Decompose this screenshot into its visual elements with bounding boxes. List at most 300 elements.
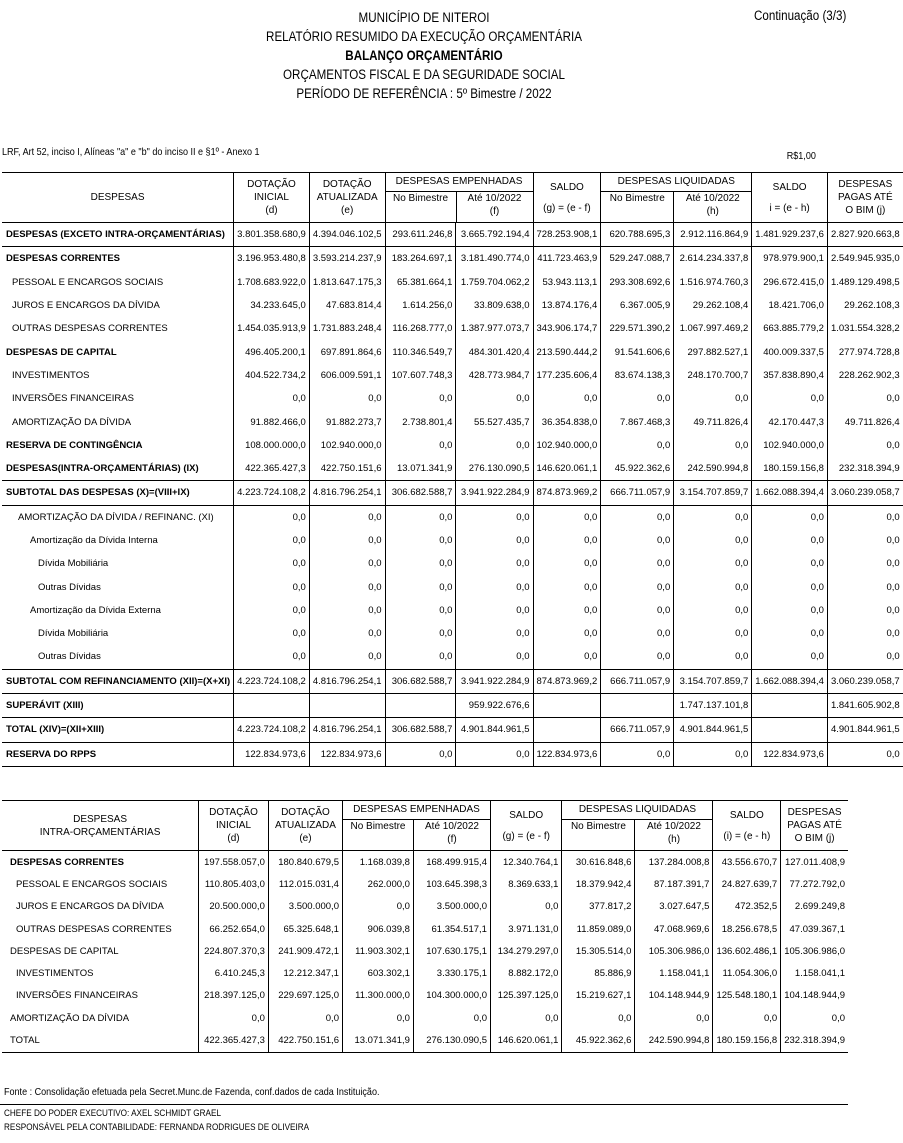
row-label: Dívida Mobiliária — [38, 558, 109, 570]
cell-value: 61.354.517,1 — [413, 918, 490, 940]
cell-value: 357.838.890,4 — [752, 364, 828, 387]
cell-value: 4.223.724.108,2 — [234, 481, 310, 505]
cell-value: 18.379.942,4 — [562, 873, 635, 895]
cell-value: 0,0 — [234, 505, 310, 529]
cell-value: 1.454.035.913,9 — [234, 317, 310, 340]
col-dotacao-atualizada: DOTAÇÃO ATUALIZADA (e) — [309, 173, 385, 223]
cell-value: 1.662.088.394,4 — [752, 481, 828, 505]
cell-value: 3.330.175,1 — [413, 962, 490, 984]
cell-value: 0,0 — [199, 1007, 269, 1029]
table-row — [2, 1029, 848, 1052]
cell-value: 0,0 — [309, 505, 385, 529]
cell-value: 87.187.391,7 — [635, 873, 713, 895]
table-row — [2, 410, 903, 433]
col-liquidadas: DESPESAS LIQUIDADAS No Bimestre Até 10/2022 (h) — [601, 173, 752, 223]
cell-value: 241.909.472,1 — [268, 940, 342, 962]
table-row — [2, 645, 903, 669]
table-row — [2, 873, 848, 895]
header-balance-title: BALANÇO ORÇAMENTÁRIO — [345, 48, 503, 63]
col-dotacao-inicial: DOTAÇÃO INICIAL (d) — [199, 801, 269, 851]
cell-value: 2.614.234.337,8 — [674, 247, 752, 271]
cell-value: 4.901.844.961,5 — [674, 718, 752, 742]
cell-value: 1.516.974.760,3 — [674, 271, 752, 294]
cell-value: 102.940.000,0 — [309, 434, 385, 457]
cell-value: 3.027.647,5 — [635, 896, 713, 918]
cell-value: 0,0 — [456, 387, 533, 410]
cell-value: 105.306.986,0 — [781, 940, 848, 962]
cell-value: 0,0 — [309, 599, 385, 622]
cell-value: 0,0 — [827, 575, 902, 598]
cell-value: 104.148.944,9 — [781, 985, 848, 1007]
cell-value: 45.922.362,6 — [562, 1029, 635, 1052]
cell-value: 6.410.245,3 — [199, 962, 269, 984]
row-label: DESPESAS DE CAPITAL — [6, 346, 117, 358]
cell-value — [601, 693, 674, 717]
cell-value: 13.874.176,4 — [533, 294, 601, 317]
cell-value: 0,0 — [674, 434, 752, 457]
lrf-reference: LRF, Art 52, inciso I, Alíneas "a" e "b" do inciso II e §1º - Anexo 1 — [2, 146, 260, 158]
row-label: TOTAL (XIV)=(XII+XIII) — [2, 718, 234, 742]
cell-value: 177.235.606,4 — [533, 364, 601, 387]
cell-value: 112.015.031,4 — [268, 873, 342, 895]
cell-value: 146.620.061,1 — [533, 457, 601, 481]
cell-value: 697.891.864,6 — [309, 340, 385, 363]
cell-value: 620.788.695,3 — [601, 223, 674, 247]
cell-value: 0,0 — [752, 552, 828, 575]
cell-value: 0,0 — [342, 1007, 413, 1029]
accounting-responsible: RESPONSÁVEL PELA CONTABILIDADE: FERNANDA RODRIGUES DE OLIVEIRA — [4, 1122, 310, 1133]
cell-value: 0,0 — [752, 645, 828, 669]
table-row — [2, 918, 848, 940]
cell-value: 77.272.792,0 — [781, 873, 848, 895]
cell-value: 30.616.848,6 — [562, 851, 635, 874]
cell-value: 0,0 — [533, 622, 601, 645]
cell-value: 105.306.986,0 — [635, 940, 713, 962]
table-row — [2, 1007, 848, 1029]
col-empenhadas: DESPESAS EMPENHADAS No Bimestre Até 10/2022 (f) — [385, 173, 533, 223]
table-row — [2, 387, 903, 410]
cell-value: 108.000.000,0 — [234, 434, 310, 457]
col-liquidadas: DESPESAS LIQUIDADAS No Bimestre Até 10/2022 (h) — [562, 801, 713, 851]
col-pagas: DESPESAS PAGAS ATÉ O BIM (j) — [781, 801, 848, 851]
col-pagas: DESPESAS PAGAS ATÉ O BIM (j) — [827, 173, 902, 223]
cell-value: 0,0 — [674, 599, 752, 622]
cell-value: 4.394.046.102,5 — [309, 223, 385, 247]
cell-value: 6.367.005,9 — [601, 294, 674, 317]
cell-value: 4.816.796.254,1 — [309, 669, 385, 693]
cell-value: 29.262.108,4 — [674, 294, 752, 317]
table-row — [2, 985, 848, 1007]
cell-value: 125.397.125,0 — [490, 985, 561, 1007]
col-despesas-intra: DESPESAS INTRA-ORÇAMENTÁRIAS — [2, 801, 199, 851]
cell-value: 103.645.398,3 — [413, 873, 490, 895]
cell-value: 0,0 — [490, 1007, 561, 1029]
cell-value: 0,0 — [234, 575, 310, 598]
cell-value: 232.318.394,9 — [781, 1029, 848, 1052]
row-label: PESSOAL E ENCARGOS SOCIAIS — [16, 878, 168, 890]
cell-value: 1.481.929.237,6 — [752, 223, 828, 247]
cell-value: 13.071.341,9 — [385, 457, 456, 481]
cell-value: 0,0 — [385, 505, 456, 529]
cell-value: 0,0 — [456, 505, 533, 529]
cell-value: 47.039.367,1 — [781, 918, 848, 940]
cell-value: 3.196.953.480,8 — [234, 247, 310, 271]
table-row — [2, 529, 903, 552]
row-label: OUTRAS DESPESAS CORRENTES — [16, 923, 172, 935]
cell-value: 0,0 — [309, 552, 385, 575]
cell-value: 472.352,5 — [713, 896, 781, 918]
cell-value: 180.159.156,8 — [713, 1029, 781, 1052]
col-dotacao-atualizada: DOTAÇÃO ATUALIZADA (e) — [268, 801, 342, 851]
cell-value: 0,0 — [385, 529, 456, 552]
row-label: SUBTOTAL COM REFINANCIAMENTO (XII)=(X+XI) — [2, 669, 234, 693]
cell-value: 229.697.125,0 — [268, 985, 342, 1007]
cell-value: 3.941.922.284,9 — [456, 669, 533, 693]
table-row — [2, 599, 903, 622]
col-despesas: DESPESAS — [2, 173, 234, 223]
cell-value: 0,0 — [456, 552, 533, 575]
row-label: Amortização da Dívida Externa — [30, 604, 161, 616]
cell-value: 0,0 — [674, 575, 752, 598]
row-label: INVERSÕES FINANCEIRAS — [16, 990, 138, 1002]
cell-value: 959.922.676,6 — [456, 693, 533, 717]
cell-value: 978.979.900,1 — [752, 247, 828, 271]
cell-value: 0,0 — [827, 599, 902, 622]
header-period: PERÍODO DE REFERÊNCIA : 5º Bimestre / 2022 — [296, 86, 552, 101]
cell-value: 0,0 — [385, 742, 456, 766]
cell-value: 3.060.239.058,7 — [827, 669, 902, 693]
cell-value: 404.522.734,2 — [234, 364, 310, 387]
cell-value: 0,0 — [752, 622, 828, 645]
cell-value: 0,0 — [385, 599, 456, 622]
cell-value: 0,0 — [674, 742, 752, 766]
cell-value: 306.682.588,7 — [385, 669, 456, 693]
cell-value — [752, 718, 828, 742]
cell-value: 180.840.679,5 — [268, 851, 342, 874]
cell-value: 0,0 — [601, 599, 674, 622]
cell-value: 0,0 — [533, 529, 601, 552]
cell-value: 0,0 — [827, 622, 902, 645]
cell-value: 91.882.466,0 — [234, 410, 310, 433]
cell-value: 36.354.838,0 — [533, 410, 601, 433]
cell-value: 276.130.090,5 — [413, 1029, 490, 1052]
footer-divider — [0, 1104, 848, 1105]
cell-value: 43.556.670,7 — [713, 851, 781, 874]
cell-value: 127.011.408,9 — [781, 851, 848, 874]
cell-value: 422.750.151,6 — [309, 457, 385, 481]
cell-value: 0,0 — [385, 645, 456, 669]
cell-value: 0,0 — [601, 645, 674, 669]
cell-value: 277.974.728,8 — [827, 340, 902, 363]
cell-value: 183.264.697,1 — [385, 247, 456, 271]
cell-value: 11.054.306,0 — [713, 962, 781, 984]
cell-value: 1.614.256,0 — [385, 294, 456, 317]
cell-value: 0,0 — [827, 387, 902, 410]
cell-value: 293.611.246,8 — [385, 223, 456, 247]
cell-value: 2.549.945.935,0 — [827, 247, 902, 271]
cell-value: 3.154.707.859,7 — [674, 481, 752, 505]
cell-value: 228.262.902,3 — [827, 364, 902, 387]
cell-value: 0,0 — [385, 434, 456, 457]
cell-value: 0,0 — [385, 387, 456, 410]
cell-value: 0,0 — [309, 645, 385, 669]
row-label: DESPESAS CORRENTES — [10, 856, 125, 868]
cell-value: 0,0 — [674, 387, 752, 410]
table-row — [2, 223, 903, 247]
cell-value: 0,0 — [456, 529, 533, 552]
table-row — [2, 940, 848, 962]
cell-value: 13.071.341,9 — [342, 1029, 413, 1052]
row-label: AMORTIZAÇÃO DA DÍVIDA — [10, 1012, 130, 1024]
table-row — [2, 693, 903, 717]
executive-chief: CHEFE DO PODER EXECUTIVO: AXEL SCHMIDT GRAEL — [4, 1108, 222, 1119]
source-note: Fonte : Consolidação efetuada pela Secret.Munc.de Fazenda, conf.dados de cada Instituição. — [4, 1086, 380, 1098]
table-row — [2, 575, 903, 598]
cell-value — [533, 718, 601, 742]
cell-value: 3.593.214.237,9 — [309, 247, 385, 271]
cell-value: 0,0 — [674, 645, 752, 669]
cell-value: 0,0 — [309, 387, 385, 410]
cell-value: 248.170.700,7 — [674, 364, 752, 387]
cell-value: 242.590.994,8 — [674, 457, 752, 481]
row-label: RESERVA DO RPPS — [6, 748, 97, 760]
currency-unit: R$1,00 — [786, 150, 816, 162]
cell-value: 0,0 — [601, 529, 674, 552]
table-header-row — [2, 173, 903, 223]
cell-value: 180.159.156,8 — [752, 457, 828, 481]
cell-value: 3.941.922.284,9 — [456, 481, 533, 505]
cell-value: 1.813.647.175,3 — [309, 271, 385, 294]
cell-value — [752, 693, 828, 717]
cell-value: 3.665.792.194,4 — [456, 223, 533, 247]
cell-value: 1.158.041,1 — [635, 962, 713, 984]
cell-value: 0,0 — [309, 575, 385, 598]
cell-value: 0,0 — [601, 742, 674, 766]
table-row — [2, 552, 903, 575]
cell-value: 0,0 — [533, 575, 601, 598]
cell-value: 306.682.588,7 — [385, 718, 456, 742]
cell-value: 0,0 — [268, 1007, 342, 1029]
table-row — [2, 851, 848, 874]
cell-value: 0,0 — [781, 1007, 848, 1029]
cell-value: 1.731.883.248,4 — [309, 317, 385, 340]
cell-value: 666.711.057,9 — [601, 718, 674, 742]
cell-value: 47.068.969,6 — [635, 918, 713, 940]
cell-value: 18.421.706,0 — [752, 294, 828, 317]
cell-value: 0,0 — [752, 505, 828, 529]
cell-value: 107.630.175,1 — [413, 940, 490, 962]
cell-value: 0,0 — [674, 622, 752, 645]
cell-value: 3.500.000,0 — [268, 896, 342, 918]
row-label: AMORTIZAÇÃO DA DÍVIDA / REFINANC. (XI) — [18, 511, 214, 523]
row-label: SUPERÁVIT (XIII) — [2, 693, 234, 717]
cell-value: 122.834.973,6 — [309, 742, 385, 766]
cell-value: 0,0 — [827, 645, 902, 669]
cell-value: 0,0 — [674, 505, 752, 529]
row-label: DESPESAS DE CAPITAL — [10, 945, 119, 957]
col-dotacao-inicial: DOTAÇÃO INICIAL (d) — [234, 173, 310, 223]
cell-value: 0,0 — [601, 434, 674, 457]
cell-value: 0,0 — [234, 529, 310, 552]
cell-value: 0,0 — [601, 552, 674, 575]
table-row — [2, 481, 903, 505]
cell-value: 11.300.000,0 — [342, 985, 413, 1007]
cell-value: 3.181.490.774,0 — [456, 247, 533, 271]
cell-value: 137.284.008,8 — [635, 851, 713, 874]
cell-value: 0,0 — [601, 575, 674, 598]
col-saldo-g: SALDO (g) = (e - f) — [490, 801, 561, 851]
cell-value: 0,0 — [533, 387, 601, 410]
row-label: DESPESAS (EXCETO INTRA-ORÇAMENTÁRIAS) — [2, 223, 234, 247]
cell-value: 663.885.779,2 — [752, 317, 828, 340]
cell-value: 1.747.137.101,8 — [674, 693, 752, 717]
cell-value: 12.340.764,1 — [490, 851, 561, 874]
cell-value: 0,0 — [342, 896, 413, 918]
cell-value: 0,0 — [456, 599, 533, 622]
cell-value: 343.906.174,7 — [533, 317, 601, 340]
cell-value: 134.279.297,0 — [490, 940, 561, 962]
cell-value: 1.158.041,1 — [781, 962, 848, 984]
header-municipality: MUNICÍPIO DE NITEROI — [358, 10, 490, 25]
cell-value: 0,0 — [234, 387, 310, 410]
cell-value: 49.711.826,4 — [674, 410, 752, 433]
cell-value: 276.130.090,5 — [456, 457, 533, 481]
cell-value: 3.154.707.859,7 — [674, 669, 752, 693]
row-label: PESSOAL E ENCARGOS SOCIAIS — [12, 276, 164, 288]
row-label: Outras Dívidas — [38, 581, 101, 593]
table-row — [2, 271, 903, 294]
cell-value: 0,0 — [601, 387, 674, 410]
cell-value: 1.708.683.922,0 — [234, 271, 310, 294]
cell-value: 0,0 — [752, 529, 828, 552]
cell-value: 3.801.358.680,9 — [234, 223, 310, 247]
row-label: JUROS E ENCARGOS DA DÍVIDA — [16, 901, 164, 913]
cell-value: 0,0 — [385, 552, 456, 575]
cell-value: 0,0 — [674, 552, 752, 575]
cell-value: 12.212.347,1 — [268, 962, 342, 984]
cell-value: 0,0 — [562, 1007, 635, 1029]
cell-value: 8.882.172,0 — [490, 962, 561, 984]
cell-value: 0,0 — [533, 505, 601, 529]
col-saldo-g: SALDO (g) = (e - f) — [533, 173, 601, 223]
cell-value — [309, 693, 385, 717]
cell-value: 11.859.089,0 — [562, 918, 635, 940]
table-row — [2, 317, 903, 340]
table-header-row — [2, 801, 848, 851]
table-row — [2, 742, 903, 766]
cell-value: 0,0 — [456, 645, 533, 669]
table-row — [2, 457, 903, 481]
cell-value: 213.590.444,2 — [533, 340, 601, 363]
cell-value: 1.387.977.073,7 — [456, 317, 533, 340]
row-label: AMORTIZAÇÃO DA DÍVIDA — [12, 416, 132, 428]
cell-value: 66.252.654,0 — [199, 918, 269, 940]
cell-value: 125.548.180,1 — [713, 985, 781, 1007]
cell-value: 224.807.370,3 — [199, 940, 269, 962]
cell-value: 0,0 — [234, 622, 310, 645]
cell-value: 122.834.973,6 — [234, 742, 310, 766]
table-row — [2, 505, 903, 529]
cell-value: 11.903.302,1 — [342, 940, 413, 962]
cell-value: 874.873.969,2 — [533, 481, 601, 505]
cell-value: 24.827.639,7 — [713, 873, 781, 895]
budget-table-intra — [2, 800, 848, 1053]
cell-value: 1.168.039,8 — [342, 851, 413, 874]
cell-value: 0,0 — [385, 622, 456, 645]
row-label: JUROS E ENCARGOS DA DÍVIDA — [12, 300, 160, 312]
cell-value: 603.302,1 — [342, 962, 413, 984]
cell-value: 0,0 — [827, 505, 902, 529]
cell-value: 529.247.088,7 — [601, 247, 674, 271]
table-row — [2, 669, 903, 693]
cell-value: 49.711.826,4 — [827, 410, 902, 433]
cell-value: 65.325.648,1 — [268, 918, 342, 940]
row-label: INVESTIMENTOS — [16, 968, 94, 980]
cell-value: 1.662.088.394,4 — [752, 669, 828, 693]
cell-value: 4.816.796.254,1 — [309, 481, 385, 505]
cell-value: 1.067.997.469,2 — [674, 317, 752, 340]
cell-value: 218.397.125,0 — [199, 985, 269, 1007]
row-label: DESPESAS(INTRA-ORÇAMENTÁRIAS) (IX) — [2, 457, 234, 481]
cell-value: 20.500.000,0 — [199, 896, 269, 918]
cell-value: 55.527.435,7 — [456, 410, 533, 433]
row-label: INVESTIMENTOS — [12, 369, 90, 381]
table-row — [2, 434, 903, 457]
cell-value — [385, 693, 456, 717]
cell-value: 0,0 — [456, 575, 533, 598]
cell-value: 2.912.116.864,9 — [674, 223, 752, 247]
table-row — [2, 962, 848, 984]
cell-value: 666.711.057,9 — [601, 481, 674, 505]
cell-value: 296.672.415,0 — [752, 271, 828, 294]
cell-value: 0,0 — [635, 1007, 713, 1029]
table-row — [2, 364, 903, 387]
header-budgets: ORÇAMENTOS FISCAL E DA SEGURIDADE SOCIAL — [283, 67, 565, 82]
table-row — [2, 340, 903, 363]
cell-value: 0,0 — [601, 505, 674, 529]
row-label: Dívida Mobiliária — [38, 628, 109, 640]
cell-value: 0,0 — [827, 742, 902, 766]
cell-value: 606.009.591,1 — [309, 364, 385, 387]
cell-value: 3.500.000,0 — [413, 896, 490, 918]
cell-value: 232.318.394,9 — [827, 457, 902, 481]
cell-value: 65.381.664,1 — [385, 271, 456, 294]
cell-value: 146.620.061,1 — [490, 1029, 561, 1052]
cell-value: 0,0 — [713, 1007, 781, 1029]
col-saldo-i: SALDO i = (e - h) — [752, 173, 828, 223]
cell-value: 136.602.486,1 — [713, 940, 781, 962]
cell-value: 4.816.796.254,1 — [309, 718, 385, 742]
cell-value: 102.940.000,0 — [533, 434, 601, 457]
row-label: OUTRAS DESPESAS CORRENTES — [12, 323, 168, 335]
row-label: DESPESAS CORRENTES — [6, 253, 121, 265]
cell-value: 45.922.362,6 — [601, 457, 674, 481]
cell-value: 53.943.113,1 — [533, 271, 601, 294]
cell-value: 8.369.633,1 — [490, 873, 561, 895]
cell-value: 0,0 — [490, 896, 561, 918]
cell-value: 4.223.724.108,2 — [234, 718, 310, 742]
cell-value: 728.253.908,1 — [533, 223, 601, 247]
cell-value: 122.834.973,6 — [533, 742, 601, 766]
cell-value: 422.750.151,6 — [268, 1029, 342, 1052]
table-row — [2, 718, 903, 742]
table-row — [2, 896, 848, 918]
cell-value: 0,0 — [309, 529, 385, 552]
cell-value: 15.219.627,1 — [562, 985, 635, 1007]
cell-value: 0,0 — [827, 552, 902, 575]
cell-value: 2.738.801,4 — [385, 410, 456, 433]
cell-value: 42.170.447,3 — [752, 410, 828, 433]
